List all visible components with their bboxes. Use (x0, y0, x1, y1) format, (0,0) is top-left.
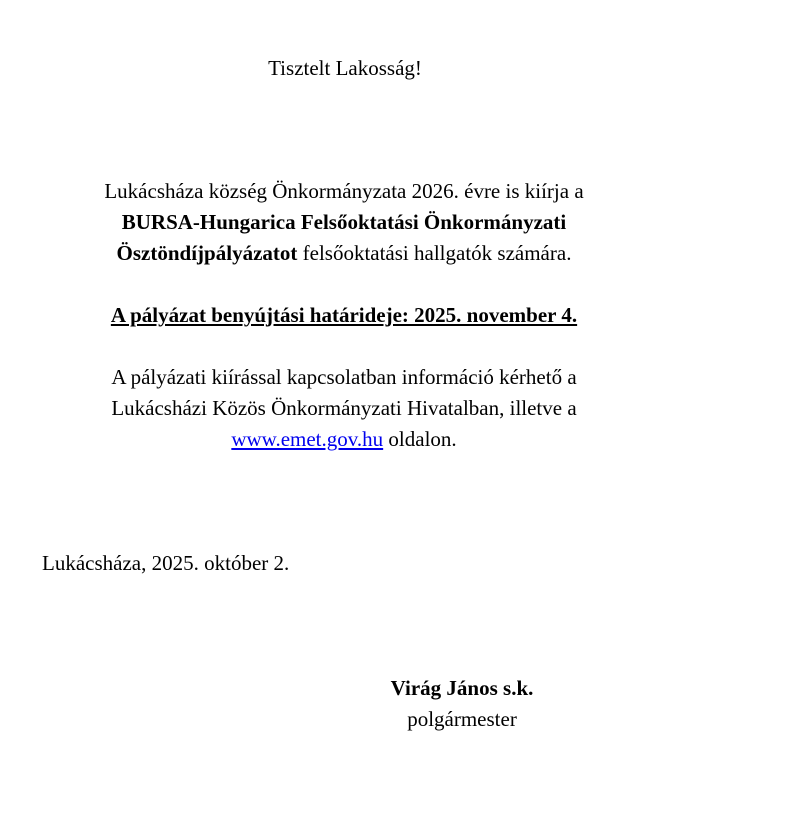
signature-name-row (342, 673, 582, 704)
announcement-line-1: Lukácsháza község Önkormányzata 2026. évre is kiírja a (104, 179, 584, 203)
info-line-1: A pályázati kiírással kapcsolatban információ kérhető a (111, 365, 577, 389)
program-name-line-2: Ösztöndíjpályázatot (116, 241, 298, 265)
announcement-line-2 (40, 207, 648, 238)
info-line-3-rest: oldalon. (383, 427, 457, 451)
info-line-2: Lukácsházi Közös Önkormányzati Hivatalban, illetve a (111, 396, 577, 420)
emet-website-link[interactable]: www.emet.gov.hu (231, 427, 384, 451)
greeting (150, 53, 540, 84)
signature-name: Virág János s.k. (390, 676, 534, 700)
greeting-text: Tisztelt Lakosság! (268, 56, 422, 80)
info-paragraph (40, 362, 648, 455)
program-name-line-1: BURSA-Hungarica Felsőoktatási Önkormányzati (121, 210, 567, 234)
deadline-paragraph (40, 300, 648, 331)
signature-title: polgármester (407, 707, 517, 731)
deadline-text: A pályázat benyújtási határideje: 2025. november 4. (110, 303, 578, 327)
signature-block (342, 673, 582, 735)
announcement-paragraph (40, 176, 648, 269)
announcement-line-3 (40, 238, 648, 269)
announcement-line-3-rest: felsőoktatási hallgatók számára. (297, 241, 572, 265)
place-and-date: Lukácsháza, 2025. október 2. (42, 551, 290, 575)
info-line-3 (40, 424, 648, 455)
